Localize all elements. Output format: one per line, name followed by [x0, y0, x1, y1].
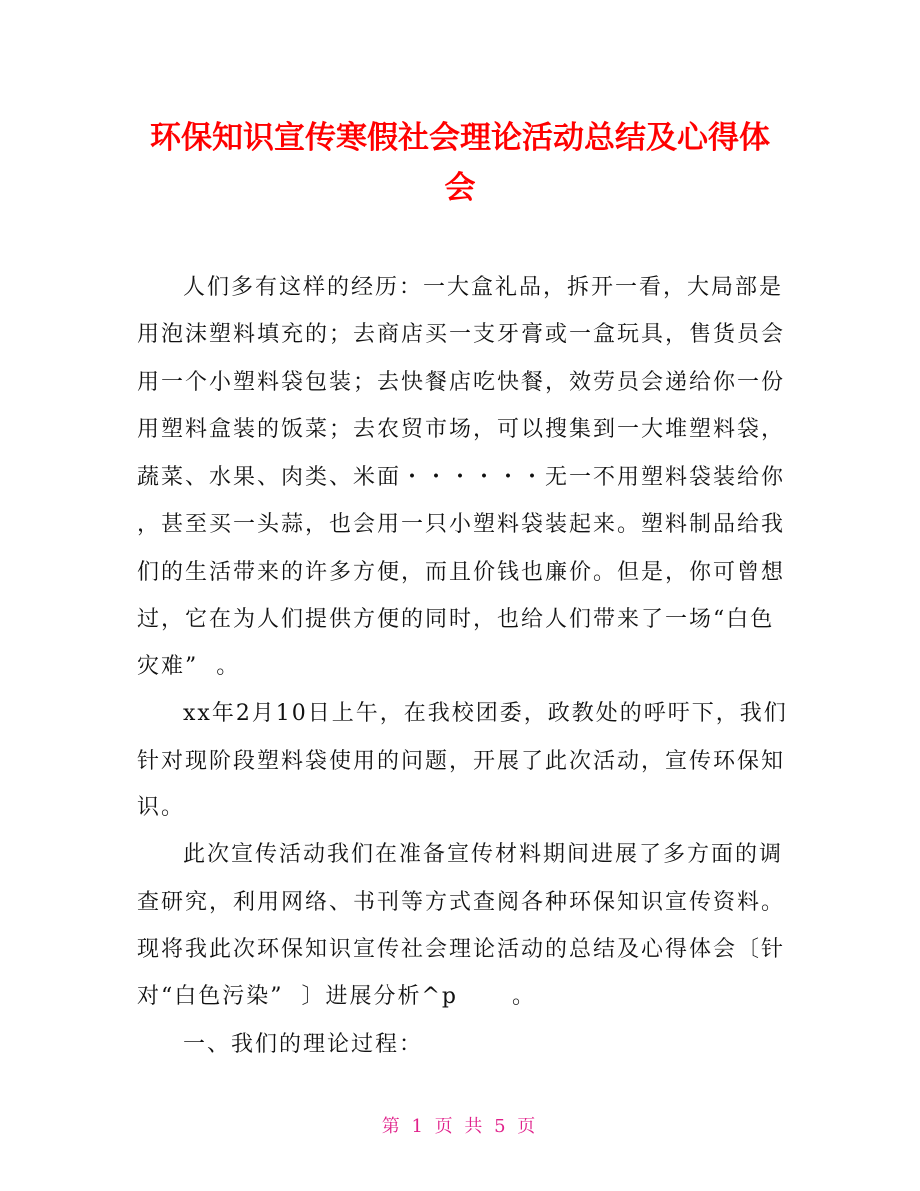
text-line: 现将我此次环保知识宣传社会理论活动的总结及心得体会〔针: [137, 937, 786, 962]
text-line: 用一个小塑料袋包装；去快餐店吃快餐，效劳员会递给你一份: [137, 370, 786, 395]
text-line: 此次宣传活动我们在准备宣传材料期间进展了多方面的调: [183, 842, 784, 867]
text-line: 灾难” 。: [137, 654, 241, 679]
text-line: 们的生活带来的许多方便，而且价钱也廉价。但是，你可曾想: [137, 560, 786, 585]
text-line: ，甚至买一头蒜，也会用一只小塑料袋装起来。塑料制品给我: [137, 512, 786, 537]
text-line: 用泡沫塑料填充的；去商店买一支牙膏或一盒玩具，售货员会: [137, 322, 786, 347]
page-number-footer: 第 1 页 共 5 页: [381, 1116, 539, 1137]
title-line-2: 会: [444, 170, 476, 206]
text-line: 对“白色污染” 〕进展分析^p 。: [137, 984, 536, 1009]
text-line: 人们多有这样的经历：一大盒礼品，拆开一看，大局部是: [183, 275, 784, 300]
text-line: 用塑料盒装的饭菜；去农贸市场，可以搜集到一大堆塑料袋，: [137, 417, 786, 442]
title-line-1: 环保知识宣传寒假社会理论活动总结及心得体: [150, 120, 770, 156]
text-line: 查研究，利用网络、书刊等方式查阅各种环保知识宣传资料。: [137, 890, 786, 915]
text-line: 过，它在为人们提供方便的同时，也给人们带来了一场“白色: [137, 607, 775, 632]
text-line: 针对现阶段塑料袋使用的问题，开展了此次活动，宣传环保知: [137, 749, 786, 774]
text-line: 识。: [137, 795, 186, 820]
section-heading: 一、我们的理论过程：: [183, 1032, 424, 1057]
text-line: 蔬菜、水果、肉类、米面・・・・・・无一不用塑料袋装给你: [137, 465, 786, 490]
text-line: xx年2月10日上午，在我校团委，政教处的呼吁下，我们: [183, 701, 788, 726]
